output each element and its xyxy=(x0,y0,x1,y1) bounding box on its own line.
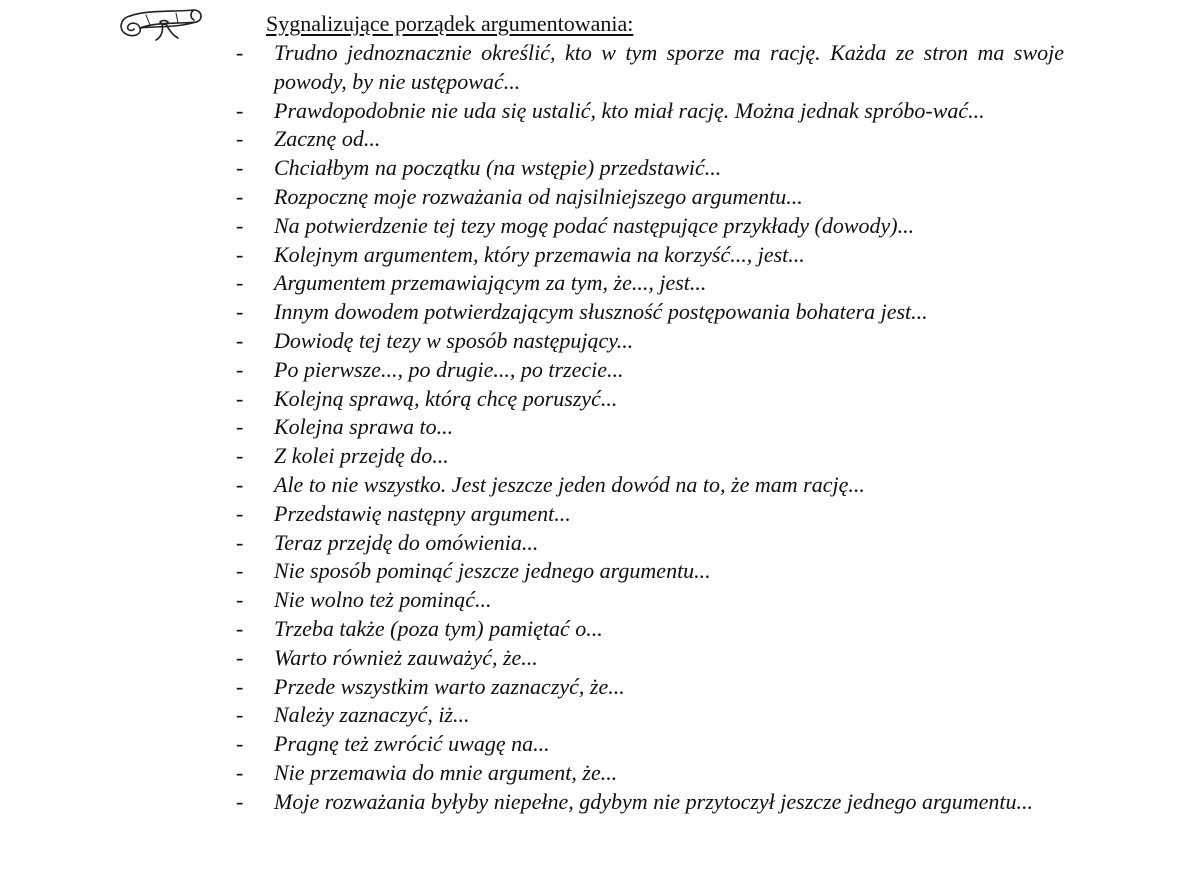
bullet-dash: - xyxy=(236,788,244,814)
list-item-text: Przedstawię następny argument... xyxy=(274,500,571,526)
list-item-text: Chciałbym na początku (na wstępie) przedstawić... xyxy=(274,155,722,181)
bullet-dash: - xyxy=(236,212,244,238)
list-item-text: Moje rozważania byłyby niepełne, gdybym nie przytoczył jeszcze jednego argumentu... xyxy=(274,788,1034,814)
bullet-dash: - xyxy=(236,385,244,411)
list-item xyxy=(0,673,1064,702)
list-item xyxy=(0,701,1064,730)
list-item xyxy=(0,586,1064,615)
list-item-text: Przede wszystkim warto zaznaczyć, że... xyxy=(274,673,625,699)
list-item xyxy=(0,442,1064,471)
list-item xyxy=(0,557,1064,586)
bullet-dash: - xyxy=(236,529,244,555)
list-item xyxy=(0,241,1064,270)
bullet-dash: - xyxy=(236,558,244,584)
list-item-text: Pragnę też zwrócić uwagę na... xyxy=(274,731,550,757)
list-item xyxy=(0,529,1064,558)
list-item-text: Dowiodę tej tezy w sposób następujący... xyxy=(274,327,634,353)
bullet-dash: - xyxy=(236,414,244,440)
bullet-dash: - xyxy=(236,443,244,469)
list-item-text: Trudno jednoznacznie określić, kto w tym sporze ma rację. Każda ze stron ma swoje powody, by nie ustępować... xyxy=(274,40,1064,94)
bullet-dash: - xyxy=(236,356,244,382)
bullet-dash: - xyxy=(236,644,244,670)
list-item xyxy=(0,97,1064,126)
list-item xyxy=(0,269,1064,298)
list-item-text: Warto również zauważyć, że... xyxy=(274,644,538,670)
list-item xyxy=(0,125,1064,154)
list-item-text: Teraz przejdę do omówienia... xyxy=(274,529,539,555)
list-item-text: Argumentem przemawiającym za tym, że..., jest... xyxy=(274,270,707,296)
bullet-dash: - xyxy=(236,702,244,728)
list-item-text: Kolejną sprawą, którą chcę poruszyć... xyxy=(274,385,618,411)
list-item xyxy=(0,356,1064,385)
list-item xyxy=(0,183,1064,212)
bullet-dash: - xyxy=(236,299,244,325)
bullet-dash: - xyxy=(236,270,244,296)
list-item-text: Rozpocznę moje rozważania od najsilniejszego argumentu... xyxy=(274,183,803,209)
list-item-text: Nie wolno też pominąć... xyxy=(274,587,492,613)
bullet-dash: - xyxy=(236,183,244,209)
bullet-dash: - xyxy=(236,587,244,613)
list-item-text: Po pierwsze..., po drugie..., po trzecie... xyxy=(274,356,624,382)
list-item xyxy=(0,212,1064,241)
list-item xyxy=(0,471,1064,500)
list-item xyxy=(0,39,1064,97)
list-item xyxy=(0,154,1064,183)
bullet-dash: - xyxy=(236,97,244,123)
bullet-dash: - xyxy=(236,673,244,699)
bullet-dash: - xyxy=(236,759,244,785)
list-item-text: Z kolei przejdę do... xyxy=(274,443,449,469)
bullet-dash: - xyxy=(236,471,244,497)
list-item xyxy=(0,500,1064,529)
bullet-dash: - xyxy=(236,126,244,152)
list-item-text: Kolejnym argumentem, który przemawia na korzyść..., jest... xyxy=(274,241,805,267)
list-item xyxy=(0,413,1064,442)
list-item xyxy=(0,327,1064,356)
list-item xyxy=(0,644,1064,673)
phrase-list xyxy=(0,39,1192,817)
list-item xyxy=(0,615,1064,644)
list-item-text: Na potwierdzenie tej tezy mogę podać następujące przykłady (dowody)... xyxy=(274,212,915,238)
bullet-dash: - xyxy=(236,615,244,641)
bullet-dash: - xyxy=(236,500,244,526)
list-item-text: Nie sposób pominąć jeszcze jednego argumentu... xyxy=(274,558,711,584)
list-item-text: Prawdopodobnie nie uda się ustalić, kto miał rację. Można jednak spróbo-wać... xyxy=(274,97,985,123)
list-item-text: Kolejna sprawa to... xyxy=(274,414,454,440)
bullet-dash: - xyxy=(236,241,244,267)
list-item xyxy=(0,385,1064,414)
list-item xyxy=(0,759,1064,788)
bullet-dash: - xyxy=(236,731,244,757)
bullet-dash: - xyxy=(236,40,244,65)
list-item-text: Należy zaznaczyć, iż... xyxy=(274,702,470,728)
bullet-dash: - xyxy=(236,327,244,353)
list-item-text: Zacznę od... xyxy=(274,126,381,152)
list-item-text: Nie przemawia do mnie argument, że... xyxy=(274,759,618,785)
list-item-text: Innym dowodem potwierdzającym słuszność postępowania bohatera jest... xyxy=(274,299,928,325)
list-item xyxy=(0,298,1064,327)
list-item xyxy=(0,788,1064,817)
bullet-dash: - xyxy=(236,155,244,181)
list-item-text: Ale to nie wszystko. Jest jeszcze jeden dowód na to, że mam rację... xyxy=(274,471,865,497)
page-heading: Sygnalizujące porządek argumentowania: xyxy=(266,11,634,36)
list-item-text: Trzeba także (poza tym) pamiętać o... xyxy=(274,615,603,641)
list-item xyxy=(0,730,1064,759)
